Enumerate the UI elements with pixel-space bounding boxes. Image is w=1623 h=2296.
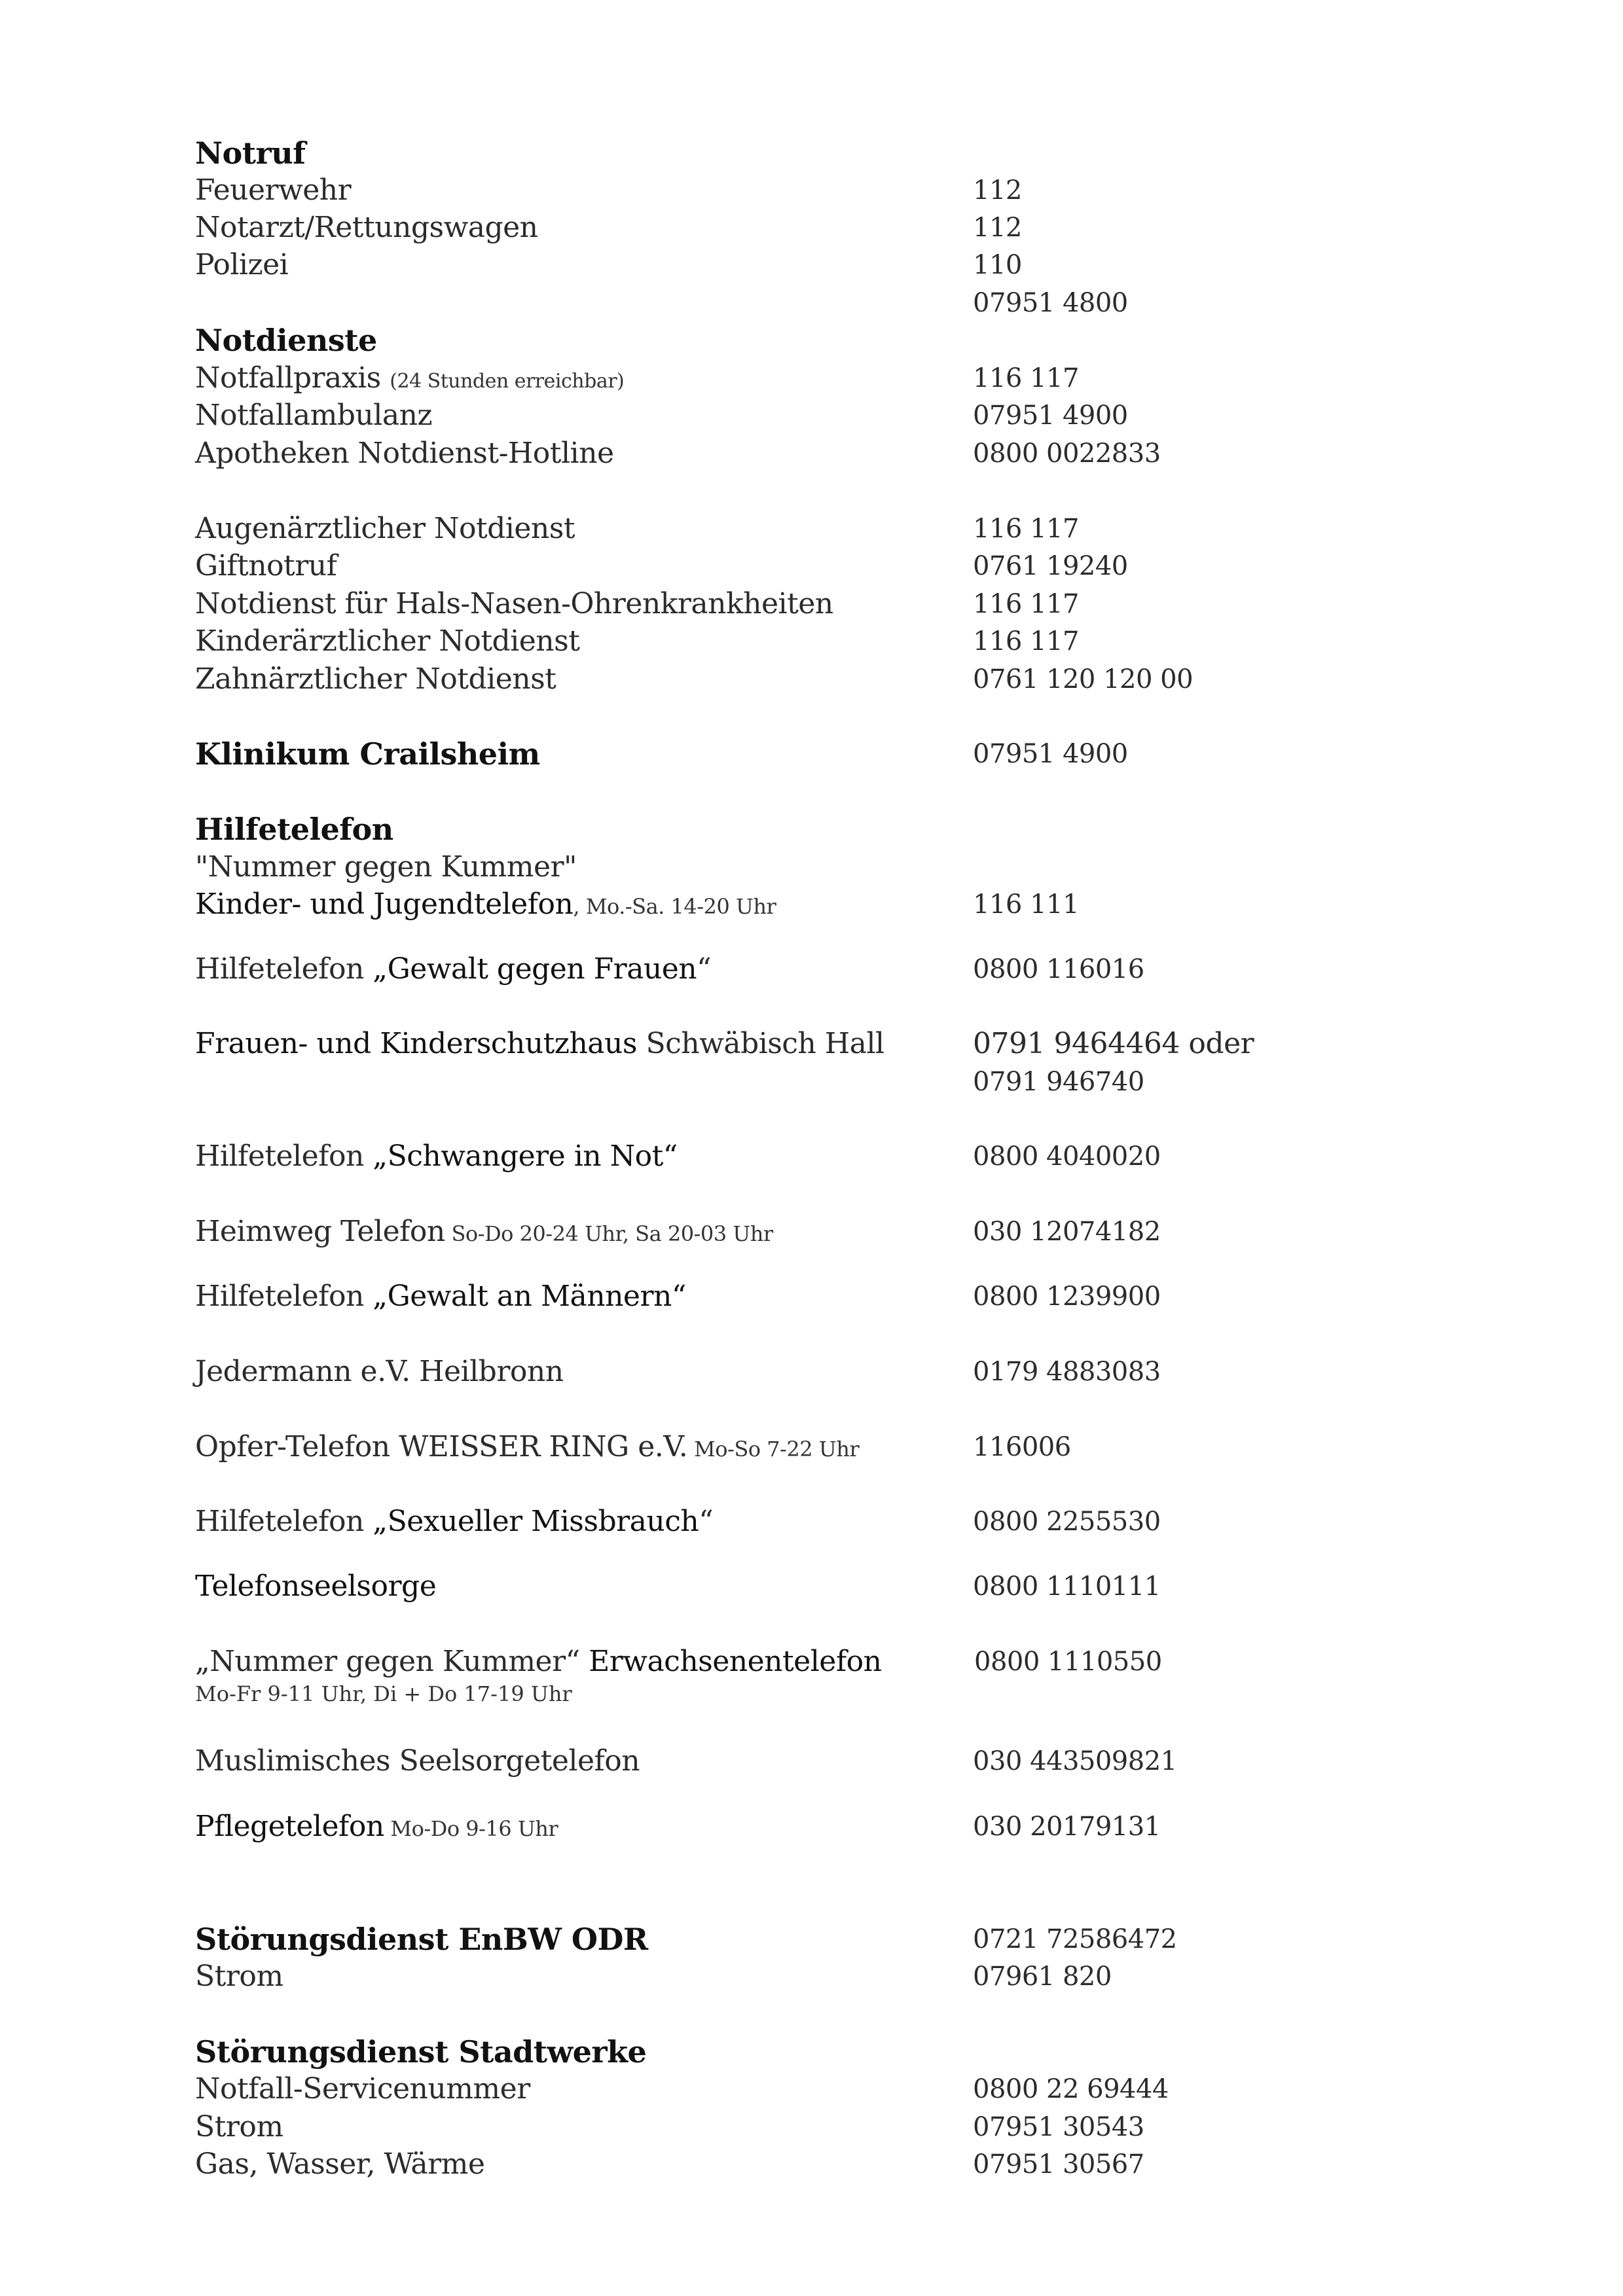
phone-number: 030 20179131 <box>973 1812 1161 1842</box>
phone-number: 116 117 <box>973 589 1079 619</box>
contact-row <box>0 2070 1623 2108</box>
section-title: Störungsdienst Stadtwerke <box>195 2034 647 2070</box>
label-prefix: Hilfetelefon <box>195 952 373 986</box>
contact-label <box>195 1503 713 1541</box>
contact-row <box>0 1025 1623 1063</box>
label-text: Heimweg Telefon <box>195 1215 445 1248</box>
contact-label: Muslimisches Seelsorgetelefon <box>195 1744 640 1778</box>
section-title: Klinikum Crailsheim <box>195 736 540 772</box>
contact-row <box>0 435 1623 473</box>
contact-label: Notfallambulanz <box>195 399 433 432</box>
section-enbw <box>0 1920 1623 1958</box>
contact-row <box>0 1353 1623 1391</box>
contact-label: Apotheken Notdienst-Hotline <box>195 437 614 470</box>
phone-number: 0721 72586472 <box>973 1924 1177 1954</box>
section-title: Hilfetelefon <box>195 812 393 847</box>
section-title: Notdienste <box>195 323 377 358</box>
label-note: , Mo.-Sa. 14-20 Uhr <box>573 894 776 919</box>
contact-row <box>0 547 1623 585</box>
contact-row <box>0 660 1623 698</box>
contact-row <box>0 585 1623 623</box>
contact-row <box>0 1643 1623 1708</box>
contact-row <box>0 622 1623 660</box>
phone-number: 116 117 <box>973 514 1079 544</box>
phone-number: 112 <box>973 175 1022 206</box>
contact-label: Feuerwehr <box>195 173 352 207</box>
phone-number: 07951 30567 <box>973 2149 1144 2179</box>
contact-row <box>0 209 1623 247</box>
contact-label: Notarzt/Rettungswagen <box>195 211 538 244</box>
contact-label <box>195 886 776 925</box>
contact-label: Polizei <box>195 248 289 281</box>
contact-label <box>195 1643 881 1681</box>
contact-row <box>0 1063 1623 1101</box>
phone-number: 0761 120 120 00 <box>973 664 1194 694</box>
label-prefix: Hilfetelefon <box>195 1505 373 1538</box>
contact-row <box>0 510 1623 548</box>
label-prefix: Hilfetelefon <box>195 1280 373 1313</box>
section-klinikum <box>0 735 1623 773</box>
contact-row <box>0 1138 1623 1175</box>
label-note: Mo-So 7-22 Uhr <box>687 1437 860 1462</box>
contact-label: Giftnotruf <box>195 549 337 583</box>
section-notdienste <box>0 321 1623 359</box>
contact-label: Notdienst für Hals-Nasen-Ohrenkrankheiten <box>195 587 833 620</box>
label-text: Frauen- und Kinderschutzhaus <box>195 1027 637 1060</box>
section-stadtwerke <box>0 2033 1623 2071</box>
contact-label <box>195 1025 884 1063</box>
phone-number: 07951 4900 <box>973 401 1128 431</box>
contact-row <box>0 886 1623 924</box>
contact-row <box>0 1808 1623 1846</box>
label-text: Opfer-Telefon WEISSER RING e.V. <box>195 1430 688 1463</box>
phone-number: 0800 1110550 <box>974 1647 1162 1677</box>
phone-number: 116 117 <box>973 363 1079 393</box>
contact-row <box>0 359 1623 397</box>
contact-label: Strom <box>195 1960 283 1993</box>
phone-number: 0761 19240 <box>973 551 1128 581</box>
label-note: Mo-Fr 9-11 Uhr, Di + Do 17-19 Uhr <box>195 1681 572 1706</box>
contact-label: Gas, Wasser, Wärme <box>195 2147 485 2181</box>
section-notruf <box>0 134 1623 172</box>
label-text: „Gewalt an Männern“ <box>373 1280 686 1313</box>
contact-row <box>0 848 1623 886</box>
contact-label: Telefonseelsorge <box>195 1570 437 1603</box>
contact-label: Zahnärztlicher Notdienst <box>195 662 556 696</box>
contact-row <box>0 1568 1623 1605</box>
phone-number: 07951 4800 <box>973 288 1128 318</box>
section-title: Notruf <box>195 135 306 171</box>
phone-number: 112 <box>973 213 1022 243</box>
contact-label <box>195 359 624 401</box>
contact-row <box>0 950 1623 988</box>
contact-label <box>195 1808 558 1848</box>
phone-number: 110 <box>973 250 1022 280</box>
label-suffix: “ <box>699 1505 714 1538</box>
label-suffix: Schwäbisch Hall <box>636 1027 884 1060</box>
phone-number: 0800 0022833 <box>973 439 1161 469</box>
contact-row <box>0 397 1623 435</box>
label-text: Kinder- und Jugendtelefon <box>195 888 574 921</box>
label-text: „Schwangere in Not“ <box>373 1139 678 1173</box>
contact-row <box>0 1958 1623 1996</box>
contact-label <box>195 950 711 988</box>
contact-row <box>0 246 1623 284</box>
phone-number: 030 12074182 <box>973 1217 1161 1247</box>
phone-number: 07961 820 <box>973 1962 1112 1992</box>
contact-label: "Nummer gegen Kummer" <box>195 850 577 884</box>
contact-row <box>0 1503 1623 1541</box>
phone-number: 0791 946740 <box>973 1067 1144 1097</box>
label-text: Pflegetelefon <box>195 1810 384 1843</box>
contact-label: Strom <box>195 2110 283 2144</box>
phone-number: 0800 1110111 <box>973 1571 1161 1602</box>
phone-number: 0800 116016 <box>973 954 1144 984</box>
contact-row <box>0 2145 1623 2183</box>
phone-number: 116 117 <box>973 626 1079 656</box>
label-text: „Gewalt gegen Frauen <box>373 952 697 986</box>
contact-row <box>0 2108 1623 2146</box>
label-prefix: Hilfetelefon <box>195 1139 373 1173</box>
contact-label <box>195 1428 859 1468</box>
contact-label: Augenärztlicher Notdienst <box>195 512 575 545</box>
label-text: Erwachsenentelefon <box>589 1645 882 1678</box>
label-note: So-Do 20-24 Uhr, Sa 20-03 Uhr <box>445 1221 773 1246</box>
phone-number: 0791 9464464 oder <box>973 1027 1254 1060</box>
phone-number: 0800 1239900 <box>973 1282 1161 1312</box>
contact-label: Jedermann e.V. Heilbronn <box>195 1355 564 1388</box>
section-hilfetelefon <box>0 810 1623 848</box>
contact-row <box>0 1742 1623 1780</box>
label-note: Mo-Do 9-16 Uhr <box>384 1816 558 1841</box>
label-text: Notfallpraxis <box>195 361 381 395</box>
contact-label <box>195 1278 686 1316</box>
phone-number: 07951 4900 <box>973 739 1128 769</box>
phone-number: 07951 30543 <box>973 2112 1144 2142</box>
phone-number: 030 443509821 <box>973 1746 1177 1776</box>
section-title: Störungsdienst EnBW ODR <box>195 1922 648 1957</box>
contact-row <box>0 1278 1623 1316</box>
label-text: „Sexueller Missbrauch <box>373 1505 699 1538</box>
label-prefix: „Nummer gegen Kummer“ <box>195 1645 589 1678</box>
contact-row <box>0 1213 1623 1251</box>
label-note: (24 Stunden erreichbar) <box>390 370 625 393</box>
phone-number: 0800 2255530 <box>973 1507 1161 1537</box>
contact-row <box>0 1428 1623 1466</box>
label-suffix: “ <box>697 952 712 986</box>
phone-number: 0800 4040020 <box>973 1141 1161 1172</box>
phone-number: 116006 <box>973 1432 1071 1462</box>
phone-number: 0179 4883083 <box>973 1357 1161 1387</box>
phone-number: 116 111 <box>973 889 1079 920</box>
phone-number: 0800 22 69444 <box>973 2074 1169 2104</box>
contact-label <box>195 1213 773 1253</box>
contact-label: Notfall-Servicenummer <box>195 2072 530 2106</box>
contact-label <box>195 1138 678 1175</box>
contact-row <box>0 284 1623 322</box>
contact-row <box>0 171 1623 209</box>
contact-label: Kinderärztlicher Notdienst <box>195 624 580 658</box>
